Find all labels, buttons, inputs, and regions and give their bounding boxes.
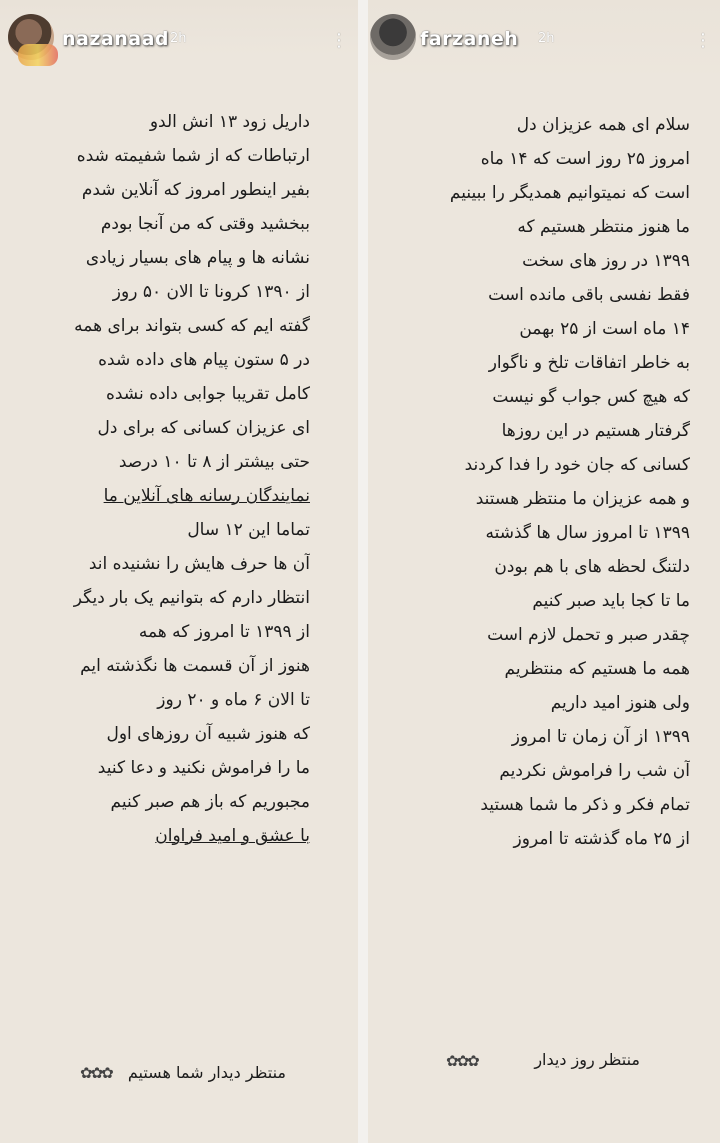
left-time-ago: 2h bbox=[170, 31, 187, 46]
right-story-panel bbox=[368, 0, 720, 1143]
story-line: که هنوز شبیه آن روزهای اول bbox=[106, 724, 310, 744]
story-line: کسانی که جان خود را فدا کردند bbox=[464, 455, 690, 475]
story-line: نشانه ها و پیام های بسیار زیادی bbox=[85, 248, 310, 268]
story-line: ۱۴ ماه است از ۲۵ بهمن bbox=[519, 319, 690, 339]
story-line: با عشق و امید فراوان bbox=[155, 826, 310, 846]
right-username[interactable]: farzaneh bbox=[420, 28, 519, 50]
right-story-text bbox=[438, 108, 690, 856]
story-line: ما هنوز منتظر هستیم که bbox=[517, 217, 690, 237]
story-line: گفته ایم که کسی بتواند برای همه bbox=[74, 316, 310, 336]
story-line: فقط نفسی باقی مانده است bbox=[488, 285, 690, 305]
left-story-text bbox=[70, 105, 310, 853]
story-line: ما را فراموش نکنید و دعا کنید bbox=[97, 758, 310, 778]
story-line: از ۱۳۹۰ کرونا تا الان ۵۰ روز bbox=[112, 282, 310, 302]
story-divider bbox=[358, 0, 368, 1143]
story-line: ولی هنوز امید داریم bbox=[550, 693, 690, 713]
left-story-panel bbox=[0, 0, 358, 1143]
story-line: داریل زود ۱۳ انش الدو bbox=[149, 112, 310, 132]
story-line: همه ما هستیم که منتظریم bbox=[504, 659, 690, 679]
story-line: چقدر صبر و تحمل لازم است bbox=[487, 625, 690, 645]
more-options-icon[interactable]: ⋮ bbox=[694, 30, 712, 51]
story-line: و همه عزیزان ما منتظر هستند bbox=[475, 489, 690, 509]
story-line: ۱۳۹۹ تا امروز سال ها گذشته bbox=[485, 523, 690, 543]
story-line: حتی بیشتر از ۸ تا ۱۰ درصد bbox=[118, 452, 310, 472]
story-line: مجبوریم که باز هم صبر کنیم bbox=[110, 792, 310, 812]
story-line: از ۱۳۹۹ تا امروز که همه bbox=[138, 622, 310, 642]
story-line: کامل تقریبا جوابی داده نشده bbox=[105, 384, 310, 404]
story-line: گرفتار هستیم در این روزها bbox=[501, 421, 690, 441]
story-line: دلتنگ لحظه های با هم بودن bbox=[494, 557, 690, 577]
left-story-header bbox=[0, 0, 358, 80]
story-line: آن شب را فراموش نکردیم bbox=[499, 761, 690, 781]
story-line: ای عزیزان کسانی که برای دل bbox=[97, 418, 310, 438]
story-line: انتظار دارم که بتوانیم یک بار دیگر bbox=[73, 588, 310, 608]
story-line: سلام ای همه عزیزان دل bbox=[516, 115, 690, 135]
story-line: ۱۳۹۹ در روز های سخت bbox=[522, 251, 690, 271]
right-avatar[interactable] bbox=[370, 14, 416, 60]
story-line: نمایندگان رسانه های آنلاین ما bbox=[103, 486, 310, 506]
story-line: از ۲۵ ماه گذشته تا امروز bbox=[513, 829, 690, 849]
story-line: ۱۳۹۹ از آن زمان تا امروز bbox=[511, 727, 690, 747]
story-line: که هیچ کس جواب گو نیست bbox=[492, 387, 690, 407]
story-line: بفیر اینطور امروز که آنلاین شدم bbox=[81, 180, 310, 200]
story-line: تا الان ۶ ماه و ۲۰ روز bbox=[157, 690, 310, 710]
left-username[interactable]: nazanaad bbox=[62, 28, 169, 50]
story-line: به خاطر اتفاقات تلخ و ناگوار bbox=[488, 353, 690, 373]
story-line: ببخشید وقتی که من آنجا بودم bbox=[100, 214, 310, 234]
story-line: تماما این ۱۲ سال bbox=[187, 520, 310, 540]
flowers-icon: ✿✿✿ bbox=[446, 1052, 478, 1070]
story-line: در ۵ ستون پیام های داده شده bbox=[98, 350, 310, 370]
story-line: آن ها حرف هایش را نشنیده اند bbox=[88, 554, 310, 574]
story-line: امروز ۲۵ روز است که ۱۴ ماه bbox=[480, 149, 690, 169]
flowers-icon: ✿✿✿ bbox=[80, 1064, 112, 1082]
right-story-header bbox=[368, 0, 720, 80]
right-signature: منتظر روز دیدار bbox=[534, 1050, 640, 1069]
story-line: تمام فکر و ذکر ما شما هستید bbox=[480, 795, 690, 815]
story-line: ما تا کجا باید صبر کنیم bbox=[532, 591, 690, 611]
right-time-ago: 2h bbox=[538, 31, 555, 46]
story-line: ارتباطات که از شما شفیمته شده bbox=[76, 146, 310, 166]
story-line: است که نمیتوانیم همدیگر را ببینیم bbox=[449, 183, 690, 203]
left-signature: منتظر دیدار شما هستیم bbox=[127, 1063, 286, 1082]
sticker-icon bbox=[18, 44, 58, 66]
more-options-icon[interactable]: ⋮ bbox=[330, 30, 348, 51]
story-line: هنوز از آن قسمت ها نگذشته ایم bbox=[80, 656, 310, 676]
